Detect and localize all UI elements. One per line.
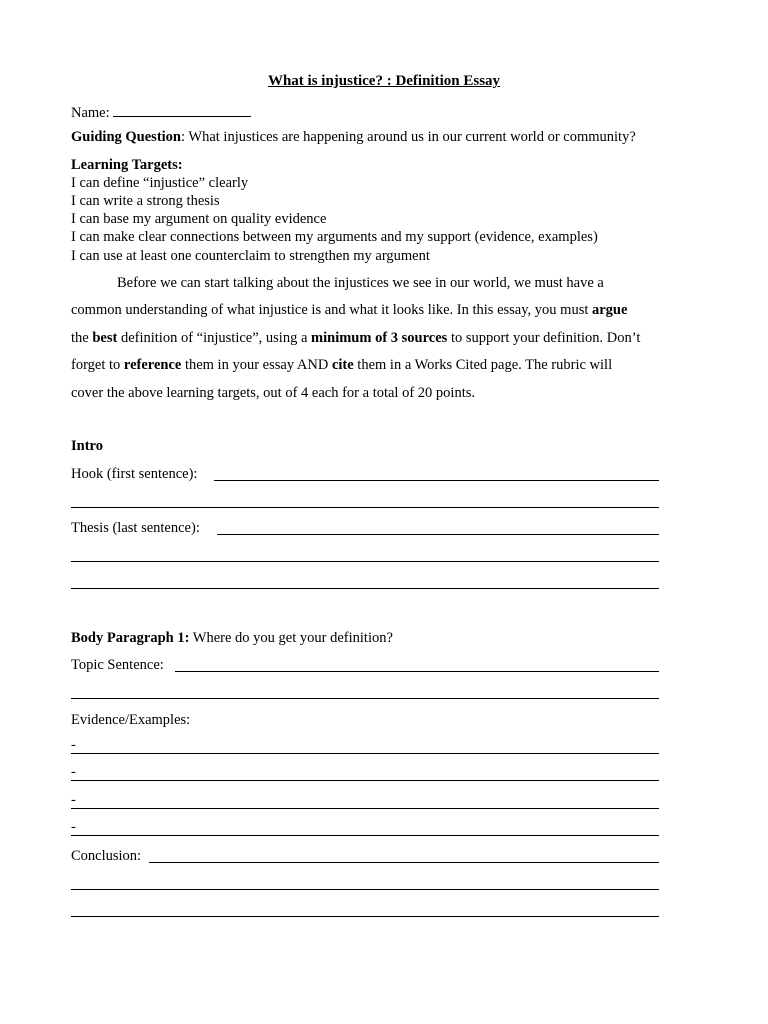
name-row [71,102,251,122]
instructions-line-2 [71,302,701,319]
instructions-text: definition of “injustice”, using a [117,330,312,346]
evidence-line[interactable] [71,835,659,836]
topic-sentence-line[interactable] [71,698,659,699]
evidence-line[interactable] [71,753,659,754]
conclusion-label: Conclusion: [71,848,142,864]
hook-label: Hook (first sentence): [71,466,198,482]
evidence-line[interactable] [71,780,659,781]
hook-answer-line[interactable] [214,480,659,481]
guiding-question-text: : What injustices are happening around us in our current world or community? [181,129,636,145]
instructions-emphasis: best [92,330,118,346]
guiding-question-label: Guiding Question [71,129,181,145]
evidence-bullet: - [71,792,76,808]
learning-target-item: I can define “injustice” clearly [71,175,249,191]
topic-sentence-label: Topic Sentence: [71,657,164,673]
hook-answer-line[interactable] [71,507,659,508]
instructions-line-3 [71,330,701,347]
thesis-answer-line[interactable] [71,588,659,589]
learning-target-item: I can write a strong thesis [71,193,220,209]
thesis-label: Thesis (last sentence): [71,520,200,536]
learning-target-item: I can base my argument on quality evidence [71,211,327,227]
thesis-answer-line[interactable] [217,534,659,535]
intro-heading: Intro [71,438,103,454]
learning-target-item: I can make clear connections between my arguments and my support (evidence, examples) [71,229,598,245]
conclusion-line[interactable] [71,916,659,917]
instructions-emphasis: minimum of 3 sources [311,330,448,346]
instructions-emphasis: cite [331,357,354,373]
learning-target-item: I can use at least one counterclaim to strengthen my argument [71,248,430,264]
guiding-question [71,129,636,146]
learning-targets-heading: Learning Targets: [71,157,183,173]
name-field[interactable] [113,102,251,117]
instructions-emphasis: argue [592,302,628,318]
evidence-label: Evidence/Examples: [71,712,191,728]
instructions-text: common understanding of what injustice is and what it looks like. In this essay, you must [71,302,592,318]
body-paragraph-1-label: Body Paragraph 1: [71,630,190,646]
evidence-bullet: - [71,764,76,780]
evidence-bullet: - [71,737,76,753]
thesis-answer-line[interactable] [71,561,659,562]
body-paragraph-1-question: Where do you get your definition? [189,630,393,646]
instructions-text: them in your essay AND [181,357,332,373]
instructions-text: to support your definition. Don’t [447,330,641,346]
name-label: Name: [71,105,110,121]
instructions-text: the [71,330,93,346]
instructions-line-5: cover the above learning targets, out of 4 each for a total of 20 points. [71,385,475,401]
instructions-emphasis: reference [123,357,182,373]
instructions-text: them in a Works Cited page. The rubric will [353,357,613,373]
instructions-line-1: Before we can start talking about the injustices we see in our world, we must have a [117,275,604,291]
body-paragraph-1-heading [71,630,393,647]
instructions-text: forget to [71,357,124,373]
conclusion-line[interactable] [149,862,659,863]
instructions-line-4 [71,357,701,374]
evidence-bullet: - [71,819,76,835]
page-title: What is injustice? : Definition Essay [267,73,501,89]
evidence-line[interactable] [71,808,659,809]
topic-sentence-line[interactable] [175,671,659,672]
conclusion-line[interactable] [71,889,659,890]
